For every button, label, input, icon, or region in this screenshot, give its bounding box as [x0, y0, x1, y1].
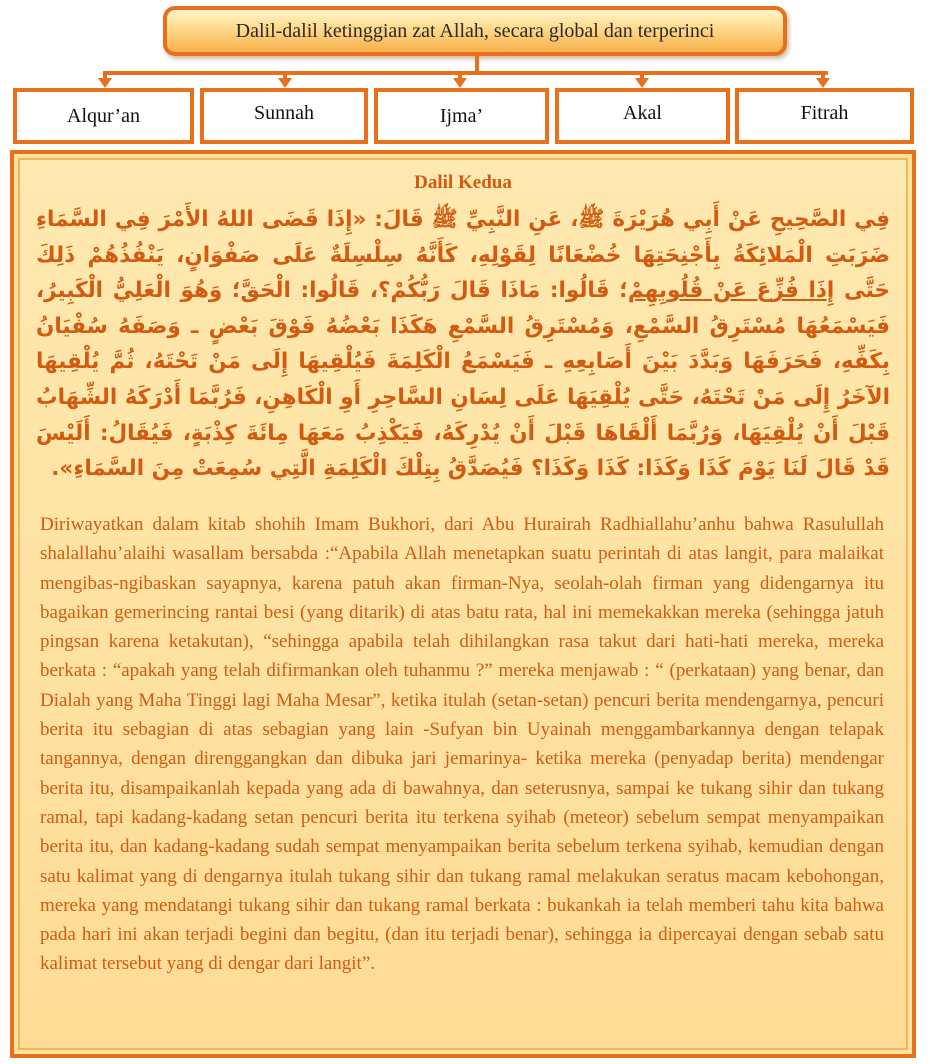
category-label: Fitrah [800, 101, 849, 124]
content-panel [10, 150, 916, 1058]
arrow-down-icon [816, 78, 830, 88]
category-label: Akal [623, 101, 662, 124]
translation-text: Diriwayatkan dalam kitab shohih Imam Bukhori, dari Abu Hurairah Radhiallahu’anhu bahwa Rasulullah shalallahu’alaihi wasallam bersabda :“Apabila Allah menetapkan suatu perintah di atas langit, para malaikat mengibas-ngibaskan sayapnya, karena patuh akan firman-Nya, seolah-olah firman yang didengarnya itu bagaikan gemerincing rantai besi (yang ditarik) di atas batu rata, hal ini memekakkan mereka (sehingga jatuh pingsan karena ketakutan), “sehingga apabila telah dihilangkan rasa takut dari hati-hati mereka, mereka berkata : “apakah yang telah difirmankan oleh tuhanmu ?” mereka menjawab : “ (perkataan) yang benar, dan Dialah yang Maha Tinggi lagi Maha Mesar”, ketika itulah (setan-setan) pencuri berita mendengarnya, pencuri berita itu sebagian di atas sebagian yang lain -Sufyan bin Uyainah menggambarkannya dengan telapak tangannya, dengan direnggangkan dan dibuka jari jemarinya- ketika mereka (penyadap berita) mendengar berita itu, disampaikanlah kepada yang ada di bawahnya, dan seterusnya, sampai ke tukang sihir dan tukang ramal, tapi kadang-kadang setan pencuri berita itu terkena syihab (meteor) sebelum sempat menyampaikan berita itu, dan kadang-kadang sudah sempat menyampaikan berita sebelum terkena syihab, kemudian dengan satu kalimat yang di dengarnya itulah tukang sihir dan tukang ramal melakukan seratus macam kebohongan, mereka yang mendatangi tukang sihir dan tukang ramal berkata : bukankah ia telah memberi tahu kita bahwa pada hari ini akan terjadi begini dan begitu, (dan itu terjadi benar), sehingga ia dipercayai dengan sebab satu kalimat tersebut yang di dengar dari langit”. [40, 514, 884, 975]
category-ijma [374, 88, 549, 144]
arrow-down-icon [98, 78, 112, 88]
page-title: Dalil-dalil ketinggian zat Allah, secara global dan terperinci [235, 19, 715, 42]
arabic-text-underlined: إِذَا فُزِّعَ عَنْ قُلُوبِهِمْ [627, 278, 835, 304]
connector-bar [105, 71, 828, 75]
category-label: Sunnah [254, 101, 314, 124]
category-alquran [13, 88, 194, 144]
category-fitrah [735, 88, 914, 144]
arabic-text: فِي الصَّحِيحِ عَنْ أَبِي هُرَيْرَةَ ﷺ، عَنِ النَّبِيِّ ﷺ قَالَ: «إِذَا قَضَى اللهُ الأَمْرَ فِي السَّمَاءِ ضَرَبَتِ الْمَلائِكَةُ بِأَجْنِحَتِهَا خُضْعَانًا لِقَوْلِهِ، كَأَنَّهُ سِلْسِلَةٌ عَلَى صَفْوَانٍ، يَنْفُذُهُمْ ذَلِكَ حَتَّى [36, 207, 890, 304]
arabic-hadith [36, 202, 890, 487]
content-panel-inner [18, 158, 908, 1050]
section-title: Dalil Kedua [414, 172, 512, 193]
arrow-down-icon [635, 78, 649, 88]
arrow-down-icon [278, 78, 292, 88]
arabic-text: ؛ قَالُوا: مَاذَا قَالَ رَبُّكُمْ؟، قَالُوا: الْحَقَّ؛ وَهُوَ الْعَلِيُّ الْكَبِيرُ، فَيَسْمَعُهَا مُسْتَرِقُ السَّمْعِ، وَمُسْتَرِقُ السَّمْعِ هَكَذَا بَعْضُهُ فَوْقَ بَعْضٍ ـ وَصَفَهُ سُفْيَانُ بِكَفِّهِ، فَحَرَفَهَا وَبَدَّدَ بَيْنَ أَصَابِعِهِ ـ فَيَسْمَعُ الْكَلِمَةَ فَيُلْقِيهَا إِلَى مَنْ تَحْتَهُ، ثُمَّ يُلْقِيهَا الآخَرُ إِلَى مَنْ تَحْتَهُ، حَتَّى يُلْقِيَهَا عَلَى لِسَانِ السَّاحِرِ أَوِ الْكَاهِنِ، فَرُبَّمَا أَدْرَكَهُ الشِّهَابُ قَبْلَ أَنْ يُلْقِيَهَا، وَرُبَّمَا أَلْقَاهَا قَبْلَ أَنْ يُدْرِكَهُ، فَيَكْذِبُ مَعَهَا مِائَةَ كِذْبَةٍ، فَيُقَالُ: أَلَيْسَ قَدْ قَالَ لَنَا يَوْمَ كَذَا وَكَذَا: كَذَا وَكَذَا؟ فَيُصَدَّقُ بِتِلْكَ الْكَلِمَةِ الَّتِي سُمِعَتْ مِنَ السَّمَاءِ». [36, 278, 890, 482]
title-box [163, 6, 787, 56]
category-sunnah [200, 88, 368, 144]
category-label: Ijma’ [439, 104, 484, 127]
category-akal [555, 88, 730, 144]
category-label: Alqur’an [67, 104, 140, 127]
arrow-down-icon [453, 78, 467, 88]
